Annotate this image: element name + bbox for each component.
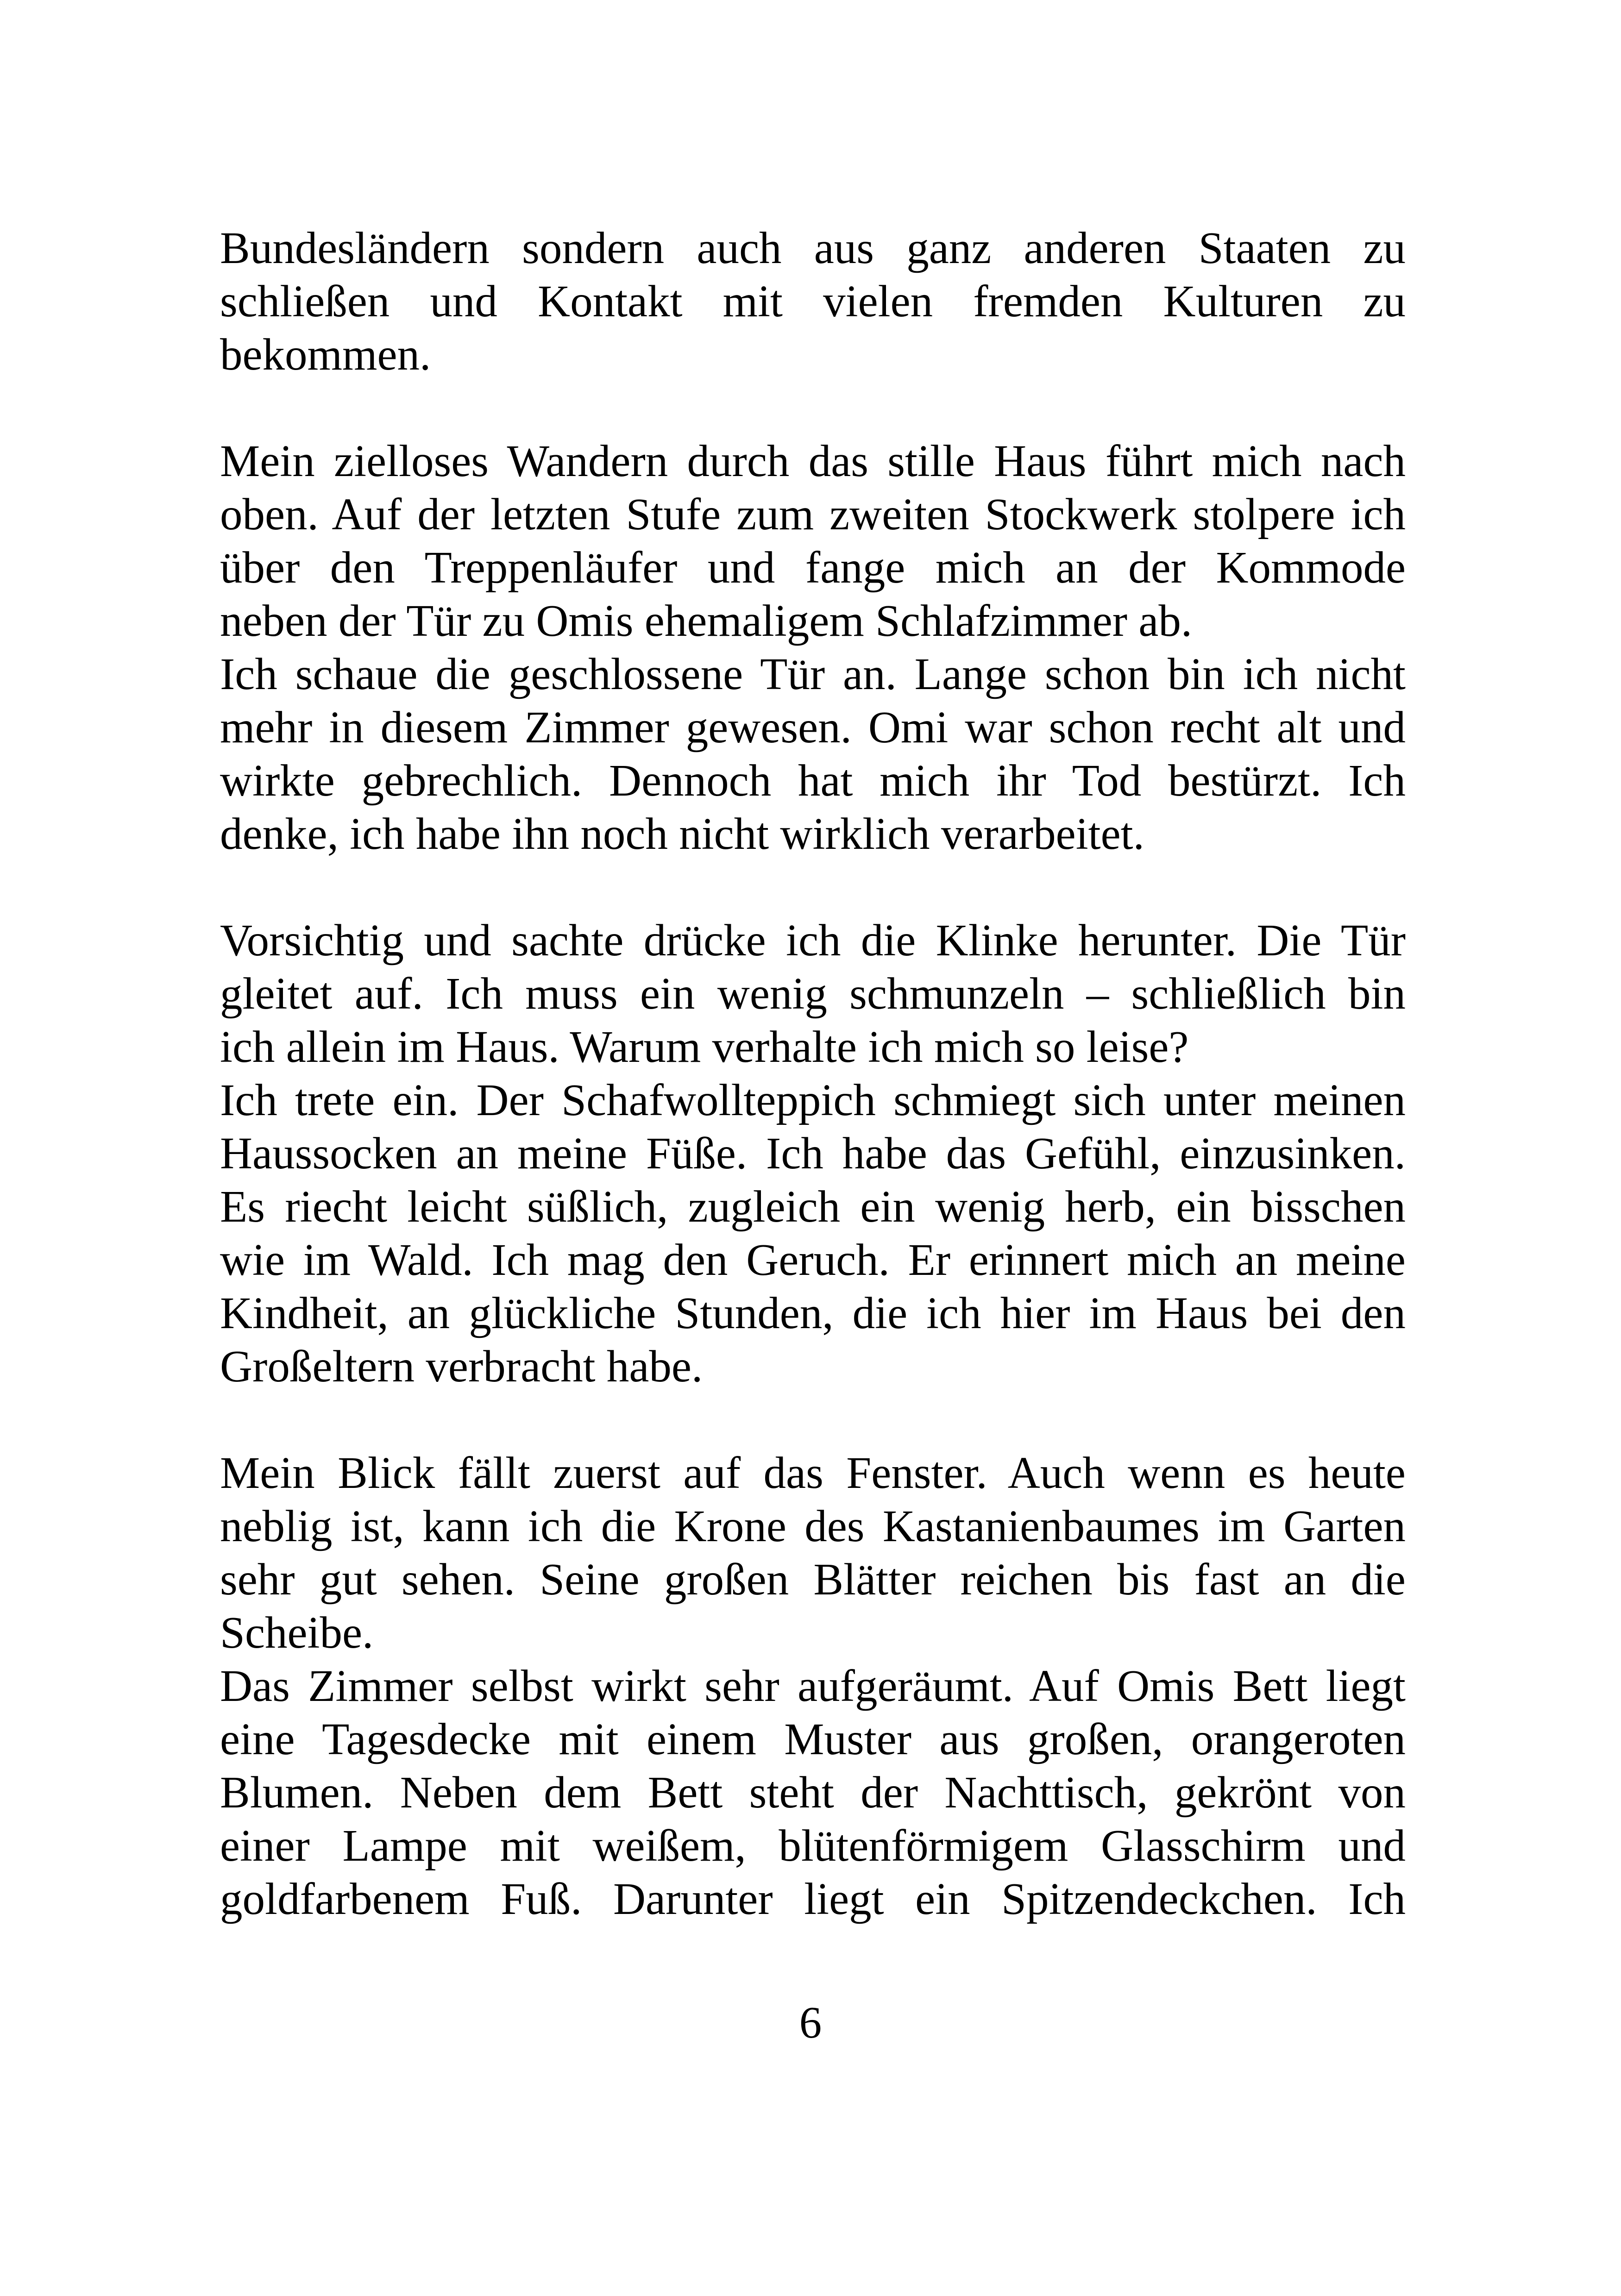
text-line: Haussocken an meine Füße. Ich habe das Gefühl, einzusinken. bbox=[220, 1129, 1406, 1178]
text-line: Ich trete ein. Der Schafwollteppich schmiegt sich unter meinen bbox=[220, 1075, 1406, 1125]
text-line: Scheibe. bbox=[220, 1608, 374, 1657]
text-line: wirkte gebrechlich. Dennoch hat mich ihr Tod bestürzt. Ich bbox=[220, 756, 1406, 805]
text-line: Es riecht leicht süßlich, zugleich ein wenig herb, ein bisschen bbox=[220, 1182, 1406, 1231]
text-line: wie im Wald. Ich mag den Geruch. Er erinnert mich an meine bbox=[220, 1235, 1406, 1285]
text-line: mehr in diesem Zimmer gewesen. Omi war schon recht alt und bbox=[220, 703, 1406, 752]
text-line: über den Treppenläufer und fange mich an der Kommode bbox=[220, 543, 1406, 592]
text-line: Vorsichtig und sachte drücke ich die Klinke herunter. Die Tür bbox=[220, 916, 1406, 965]
text-line: Großeltern verbracht habe. bbox=[220, 1342, 703, 1391]
page-number: 6 bbox=[799, 1998, 822, 2047]
text-line: denke, ich habe ihn noch nicht wirklich verarbeitet. bbox=[220, 809, 1144, 859]
text-line: neblig ist, kann ich die Krone des Kastanienbaumes im Garten bbox=[220, 1501, 1406, 1551]
text-line: goldfarbenem Fuß. Darunter liegt ein Spitzendeckchen. Ich bbox=[220, 1874, 1406, 1924]
text-line: neben der Tür zu Omis ehemaligem Schlafzimmer ab. bbox=[220, 596, 1193, 646]
text-line: Mein zielloses Wandern durch das stille Haus führt mich nach bbox=[220, 436, 1406, 486]
text-line: einer Lampe mit weißem, blütenförmigem Glasschirm und bbox=[220, 1821, 1406, 1870]
text-line: Kindheit, an glückliche Stunden, die ich hier im Haus bei den bbox=[220, 1288, 1406, 1338]
text-line: oben. Auf der letzten Stufe zum zweiten Stockwerk stolpere ich bbox=[220, 489, 1406, 539]
text-line: bekommen. bbox=[220, 330, 431, 379]
text-line: Blumen. Neben dem Bett steht der Nachttisch, gekrönt von bbox=[220, 1768, 1406, 1817]
text-line: eine Tagesdecke mit einem Muster aus großen, orangeroten bbox=[220, 1714, 1406, 1764]
text-line: Ich schaue die geschlossene Tür an. Lange schon bin ich nicht bbox=[220, 649, 1406, 699]
text-line: ich allein im Haus. Warum verhalte ich mich so leise? bbox=[220, 1022, 1189, 1072]
text-line: gleitet auf. Ich muss ein wenig schmunzeln – schließlich bin bbox=[220, 969, 1406, 1018]
text-line: Das Zimmer selbst wirkt sehr aufgeräumt. Auf Omis Bett liegt bbox=[220, 1661, 1406, 1711]
text-line: schließen und Kontakt mit vielen fremden Kulturen zu bbox=[220, 276, 1406, 326]
text-line: Mein Blick fällt zuerst auf das Fenster. Auch wenn es heute bbox=[220, 1448, 1406, 1498]
text-line: Bundesländern sondern auch aus ganz anderen Staaten zu bbox=[220, 223, 1406, 273]
text-line: sehr gut sehen. Seine großen Blätter reichen bis fast an die bbox=[220, 1555, 1406, 1604]
